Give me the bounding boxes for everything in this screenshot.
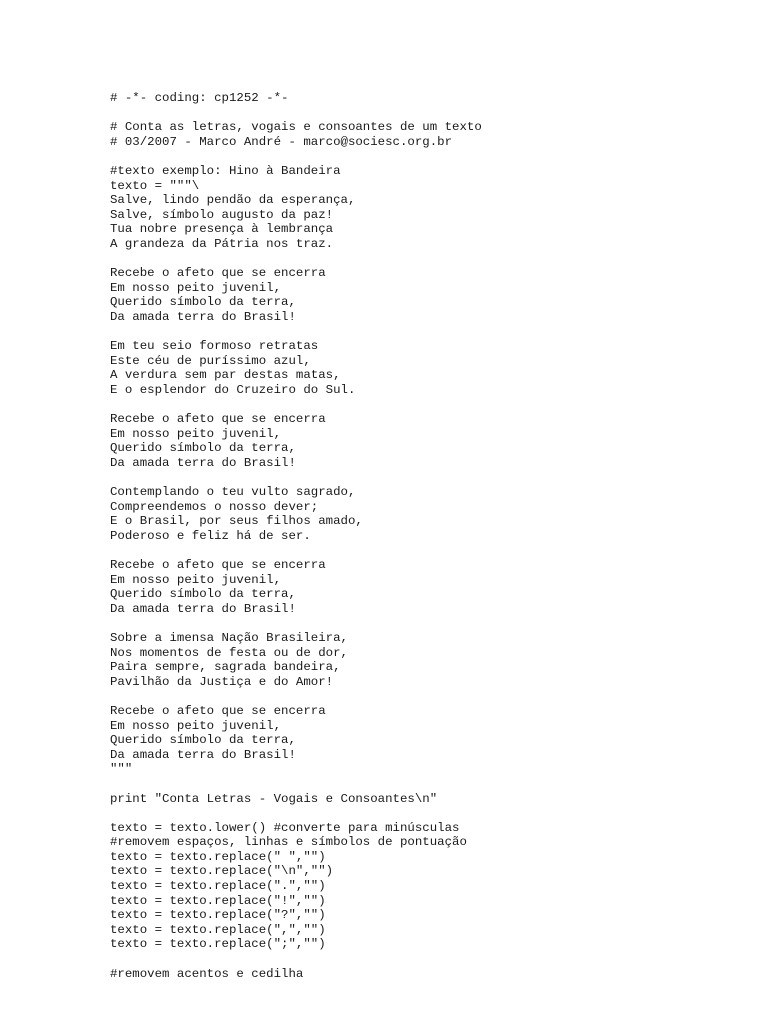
code-line — [110, 470, 482, 485]
code-line: print "Conta Letras - Vogais e Consoantes\n" — [110, 791, 438, 806]
code-line: """ — [110, 762, 133, 777]
code-line: #texto exemplo: Hino à Bandeira — [110, 163, 341, 178]
code-line: Sobre a imensa Nação Brasileira, — [110, 630, 348, 645]
source-code-listing — [110, 91, 482, 981]
code-line: Em nosso peito juvenil, — [110, 280, 282, 295]
code-line: E o Brasil, por seus filhos amado, — [110, 514, 363, 529]
code-line: texto = texto.replace(",","") — [110, 922, 326, 937]
code-line: Em nosso peito juvenil, — [110, 426, 282, 441]
code-line: A grandeza da Pátria nos traz. — [110, 236, 334, 251]
code-line: texto = texto.replace(";","") — [110, 937, 326, 952]
code-line: #removem acentos e cedilha — [110, 966, 304, 981]
code-line: Nos momentos de festa ou de dor, — [110, 645, 348, 660]
code-line: Poderoso e feliz há de ser. — [110, 528, 311, 543]
code-line: texto = texto.replace("?","") — [110, 908, 326, 923]
code-line: Em nosso peito juvenil, — [110, 572, 282, 587]
code-line: Paira sempre, sagrada bandeira, — [110, 660, 341, 675]
code-line: Da amada terra do Brasil! — [110, 747, 296, 762]
code-line — [110, 325, 482, 340]
code-line: #removem espaços, linhas e símbolos de pontuação — [110, 835, 467, 850]
code-line: texto = texto.replace(".","") — [110, 879, 326, 894]
code-line — [110, 543, 482, 558]
code-line: texto = texto.lower() #converte para minúsculas — [110, 820, 460, 835]
code-line — [110, 106, 482, 121]
code-line: Da amada terra do Brasil! — [110, 601, 296, 616]
code-line: # -*- coding: cp1252 -*- — [110, 91, 289, 105]
code-line — [110, 952, 482, 967]
code-line — [110, 397, 482, 412]
code-line: # Conta as letras, vogais e consoantes de um texto — [110, 120, 482, 135]
code-line: texto = texto.replace(" ","") — [110, 849, 326, 864]
code-line: Da amada terra do Brasil! — [110, 455, 296, 470]
code-line: Contemplando o teu vulto sagrado, — [110, 485, 356, 500]
code-line: Este céu de puríssimo azul, — [110, 353, 311, 368]
code-line: # 03/2007 - Marco André - marco@sociesc.org.br — [110, 134, 453, 149]
code-line: Tua nobre presença à lembrança — [110, 222, 334, 237]
code-line: E o esplendor do Cruzeiro do Sul. — [110, 382, 356, 397]
code-line — [110, 149, 482, 164]
code-line: texto = """\ — [110, 178, 200, 193]
code-line — [110, 616, 482, 631]
code-line: Em nosso peito juvenil, — [110, 718, 282, 733]
code-line: texto = texto.replace("\n","") — [110, 864, 334, 879]
code-line: Salve, símbolo augusto da paz! — [110, 207, 334, 222]
code-line: Salve, lindo pendão da esperança, — [110, 193, 356, 208]
code-line: Recebe o afeto que se encerra — [110, 558, 326, 572]
code-line: Em teu seio formoso retratas — [110, 339, 319, 354]
code-line — [110, 689, 482, 704]
code-line: Compreendemos o nosso dever; — [110, 499, 319, 514]
code-line: Recebe o afeto que se encerra — [110, 412, 326, 427]
code-line: A verdura sem par destas matas, — [110, 368, 341, 383]
code-line: Querido símbolo da terra, — [110, 733, 296, 748]
code-line: Querido símbolo da terra, — [110, 587, 296, 602]
code-line: texto = texto.replace("!","") — [110, 893, 326, 908]
code-line — [110, 252, 482, 267]
code-line: Recebe o afeto que se encerra — [110, 703, 326, 718]
code-line: Recebe o afeto que se encerra — [110, 266, 326, 281]
code-line: Pavilhão da Justiça e do Amor! — [110, 674, 334, 689]
code-line — [110, 777, 482, 792]
code-line: Querido símbolo da terra, — [110, 295, 296, 310]
code-line: Querido símbolo da terra, — [110, 441, 296, 456]
code-line: Da amada terra do Brasil! — [110, 309, 296, 324]
code-line — [110, 806, 482, 821]
